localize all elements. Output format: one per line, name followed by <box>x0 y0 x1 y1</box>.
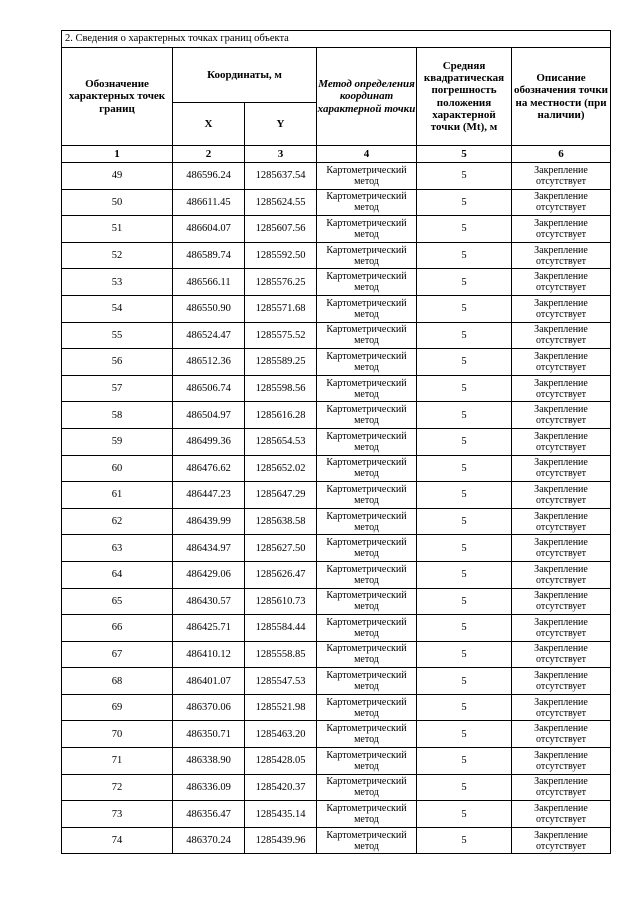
description-cell: Закрепление отсутствует <box>512 801 611 828</box>
point-cell: 57 <box>62 375 173 402</box>
description-cell: Закрепление отсутствует <box>512 402 611 429</box>
y-cell: 1285610.73 <box>245 588 317 615</box>
point-cell: 61 <box>62 482 173 509</box>
table-row <box>62 163 611 190</box>
accuracy-cell: 5 <box>417 508 512 535</box>
method-cell: Картометрический метод <box>317 322 417 349</box>
table-row <box>62 694 611 721</box>
table-row <box>62 535 611 562</box>
y-cell: 1285624.55 <box>245 189 317 216</box>
description-cell: Закрепление отсутствует <box>512 375 611 402</box>
method-cell: Картометрический метод <box>317 216 417 243</box>
column-number: 6 <box>512 146 611 163</box>
accuracy-cell: 5 <box>417 482 512 509</box>
y-cell: 1285571.68 <box>245 295 317 322</box>
point-cell: 54 <box>62 295 173 322</box>
description-cell: Закрепление отсутствует <box>512 295 611 322</box>
description-cell: Закрепление отсутствует <box>512 827 611 854</box>
y-cell: 1285428.05 <box>245 748 317 775</box>
description-cell: Закрепление отсутствует <box>512 163 611 190</box>
point-cell: 50 <box>62 189 173 216</box>
method-cell: Картометрический метод <box>317 774 417 801</box>
x-cell: 486604.07 <box>173 216 245 243</box>
accuracy-cell: 5 <box>417 588 512 615</box>
table-row <box>62 774 611 801</box>
description-cell: Закрепление отсутствует <box>512 242 611 269</box>
accuracy-cell: 5 <box>417 375 512 402</box>
method-cell: Картометрический метод <box>317 748 417 775</box>
point-cell: 59 <box>62 428 173 455</box>
point-cell: 66 <box>62 615 173 642</box>
section-title: 2. Сведения о характерных точках границ объекта <box>62 31 611 48</box>
column-number: 4 <box>317 146 417 163</box>
x-cell: 486506.74 <box>173 375 245 402</box>
table-row <box>62 588 611 615</box>
x-cell: 486430.57 <box>173 588 245 615</box>
x-cell: 486350.71 <box>173 721 245 748</box>
y-cell: 1285592.50 <box>245 242 317 269</box>
accuracy-cell: 5 <box>417 322 512 349</box>
x-cell: 486447.23 <box>173 482 245 509</box>
table-row <box>62 402 611 429</box>
header-y: Y <box>245 103 317 146</box>
x-cell: 486401.07 <box>173 668 245 695</box>
point-cell: 62 <box>62 508 173 535</box>
accuracy-cell: 5 <box>417 242 512 269</box>
y-cell: 1285647.29 <box>245 482 317 509</box>
header-accuracy: Средняя квадратическая погрешность положения характерной точки (Mt), м <box>417 48 512 146</box>
column-number: 5 <box>417 146 512 163</box>
y-cell: 1285584.44 <box>245 615 317 642</box>
point-cell: 68 <box>62 668 173 695</box>
accuracy-cell: 5 <box>417 216 512 243</box>
point-cell: 65 <box>62 588 173 615</box>
point-cell: 55 <box>62 322 173 349</box>
method-cell: Картометрический метод <box>317 641 417 668</box>
y-cell: 1285439.96 <box>245 827 317 854</box>
point-cell: 73 <box>62 801 173 828</box>
point-cell: 64 <box>62 561 173 588</box>
method-cell: Картометрический метод <box>317 242 417 269</box>
description-cell: Закрепление отсутствует <box>512 535 611 562</box>
point-cell: 67 <box>62 641 173 668</box>
table-row <box>62 375 611 402</box>
accuracy-cell: 5 <box>417 827 512 854</box>
x-cell: 486566.11 <box>173 269 245 296</box>
y-cell: 1285616.28 <box>245 402 317 429</box>
point-cell: 51 <box>62 216 173 243</box>
method-cell: Картометрический метод <box>317 482 417 509</box>
accuracy-cell: 5 <box>417 641 512 668</box>
x-cell: 486550.90 <box>173 295 245 322</box>
table-row <box>62 269 611 296</box>
y-cell: 1285627.50 <box>245 535 317 562</box>
method-cell: Картометрический метод <box>317 508 417 535</box>
method-cell: Картометрический метод <box>317 349 417 376</box>
accuracy-cell: 5 <box>417 721 512 748</box>
method-cell: Картометрический метод <box>317 428 417 455</box>
point-cell: 63 <box>62 535 173 562</box>
table-row <box>62 641 611 668</box>
accuracy-cell: 5 <box>417 774 512 801</box>
table-row <box>62 827 611 854</box>
header-method: Метод определения координат характерной точки <box>317 48 417 146</box>
accuracy-cell: 5 <box>417 349 512 376</box>
y-cell: 1285607.56 <box>245 216 317 243</box>
x-cell: 486512.36 <box>173 349 245 376</box>
method-cell: Картометрический метод <box>317 827 417 854</box>
point-cell: 60 <box>62 455 173 482</box>
description-cell: Закрепление отсутствует <box>512 455 611 482</box>
y-cell: 1285652.02 <box>245 455 317 482</box>
accuracy-cell: 5 <box>417 801 512 828</box>
point-cell: 56 <box>62 349 173 376</box>
table-row <box>62 349 611 376</box>
y-cell: 1285598.56 <box>245 375 317 402</box>
x-cell: 486439.99 <box>173 508 245 535</box>
x-cell: 486338.90 <box>173 748 245 775</box>
point-cell: 69 <box>62 694 173 721</box>
method-cell: Картометрический метод <box>317 189 417 216</box>
accuracy-cell: 5 <box>417 455 512 482</box>
table-row <box>62 455 611 482</box>
y-cell: 1285463.20 <box>245 721 317 748</box>
y-cell: 1285626.47 <box>245 561 317 588</box>
method-cell: Картометрический метод <box>317 455 417 482</box>
description-cell: Закрепление отсутствует <box>512 721 611 748</box>
header-description: Описание обозначения точки на местности (при наличии) <box>512 48 611 146</box>
description-cell: Закрепление отсутствует <box>512 269 611 296</box>
description-cell: Закрепление отсутствует <box>512 189 611 216</box>
method-cell: Картометрический метод <box>317 721 417 748</box>
description-cell: Закрепление отсутствует <box>512 349 611 376</box>
accuracy-cell: 5 <box>417 615 512 642</box>
method-cell: Картометрический метод <box>317 269 417 296</box>
x-cell: 486356.47 <box>173 801 245 828</box>
accuracy-cell: 5 <box>417 694 512 721</box>
method-cell: Картометрический метод <box>317 402 417 429</box>
method-cell: Картометрический метод <box>317 561 417 588</box>
table-row <box>62 322 611 349</box>
x-cell: 486370.24 <box>173 827 245 854</box>
column-number: 2 <box>173 146 245 163</box>
x-cell: 486410.12 <box>173 641 245 668</box>
table-row <box>62 242 611 269</box>
method-cell: Картометрический метод <box>317 588 417 615</box>
point-cell: 53 <box>62 269 173 296</box>
table-row <box>62 428 611 455</box>
method-cell: Картометрический метод <box>317 163 417 190</box>
description-cell: Закрепление отсутствует <box>512 216 611 243</box>
x-cell: 486434.97 <box>173 535 245 562</box>
table-row <box>62 216 611 243</box>
method-cell: Картометрический метод <box>317 694 417 721</box>
x-cell: 486524.47 <box>173 322 245 349</box>
column-number: 1 <box>62 146 173 163</box>
description-cell: Закрепление отсутствует <box>512 615 611 642</box>
table-row <box>62 482 611 509</box>
y-cell: 1285589.25 <box>245 349 317 376</box>
x-cell: 486596.24 <box>173 163 245 190</box>
table-row <box>62 801 611 828</box>
accuracy-cell: 5 <box>417 163 512 190</box>
y-cell: 1285576.25 <box>245 269 317 296</box>
table-row <box>62 748 611 775</box>
y-cell: 1285521.98 <box>245 694 317 721</box>
method-cell: Картометрический метод <box>317 668 417 695</box>
header-coordinates: Координаты, м <box>173 48 317 103</box>
method-cell: Картометрический метод <box>317 615 417 642</box>
accuracy-cell: 5 <box>417 561 512 588</box>
description-cell: Закрепление отсутствует <box>512 322 611 349</box>
x-cell: 486370.06 <box>173 694 245 721</box>
method-cell: Картометрический метод <box>317 535 417 562</box>
accuracy-cell: 5 <box>417 668 512 695</box>
x-cell: 486499.36 <box>173 428 245 455</box>
y-cell: 1285558.85 <box>245 641 317 668</box>
y-cell: 1285654.53 <box>245 428 317 455</box>
method-cell: Картометрический метод <box>317 801 417 828</box>
accuracy-cell: 5 <box>417 189 512 216</box>
y-cell: 1285420.37 <box>245 774 317 801</box>
table-row <box>62 561 611 588</box>
point-cell: 71 <box>62 748 173 775</box>
table-body <box>62 163 611 854</box>
point-cell: 58 <box>62 402 173 429</box>
description-cell: Закрепление отсутствует <box>512 508 611 535</box>
description-cell: Закрепление отсутствует <box>512 641 611 668</box>
description-cell: Закрепление отсутствует <box>512 561 611 588</box>
column-number: 3 <box>245 146 317 163</box>
accuracy-cell: 5 <box>417 535 512 562</box>
y-cell: 1285435.14 <box>245 801 317 828</box>
description-cell: Закрепление отсутствует <box>512 482 611 509</box>
table-row <box>62 295 611 322</box>
x-cell: 486611.45 <box>173 189 245 216</box>
point-cell: 72 <box>62 774 173 801</box>
accuracy-cell: 5 <box>417 748 512 775</box>
point-cell: 52 <box>62 242 173 269</box>
table-row <box>62 508 611 535</box>
x-cell: 486336.09 <box>173 774 245 801</box>
method-cell: Картометрический метод <box>317 295 417 322</box>
accuracy-cell: 5 <box>417 402 512 429</box>
x-cell: 486476.62 <box>173 455 245 482</box>
accuracy-cell: 5 <box>417 428 512 455</box>
boundary-points-table <box>61 30 611 854</box>
y-cell: 1285638.58 <box>245 508 317 535</box>
table-row <box>62 721 611 748</box>
x-cell: 486429.06 <box>173 561 245 588</box>
x-cell: 486589.74 <box>173 242 245 269</box>
header-x: X <box>173 103 245 146</box>
description-cell: Закрепление отсутствует <box>512 748 611 775</box>
description-cell: Закрепление отсутствует <box>512 588 611 615</box>
description-cell: Закрепление отсутствует <box>512 774 611 801</box>
description-cell: Закрепление отсутствует <box>512 428 611 455</box>
header-designation: Обозначение характерных точек границ <box>62 48 173 146</box>
y-cell: 1285637.54 <box>245 163 317 190</box>
x-cell: 486425.71 <box>173 615 245 642</box>
x-cell: 486504.97 <box>173 402 245 429</box>
table-row <box>62 668 611 695</box>
y-cell: 1285547.53 <box>245 668 317 695</box>
accuracy-cell: 5 <box>417 295 512 322</box>
table-row <box>62 189 611 216</box>
description-cell: Закрепление отсутствует <box>512 668 611 695</box>
point-cell: 49 <box>62 163 173 190</box>
method-cell: Картометрический метод <box>317 375 417 402</box>
point-cell: 70 <box>62 721 173 748</box>
description-cell: Закрепление отсутствует <box>512 694 611 721</box>
point-cell: 74 <box>62 827 173 854</box>
y-cell: 1285575.52 <box>245 322 317 349</box>
table-row <box>62 615 611 642</box>
accuracy-cell: 5 <box>417 269 512 296</box>
